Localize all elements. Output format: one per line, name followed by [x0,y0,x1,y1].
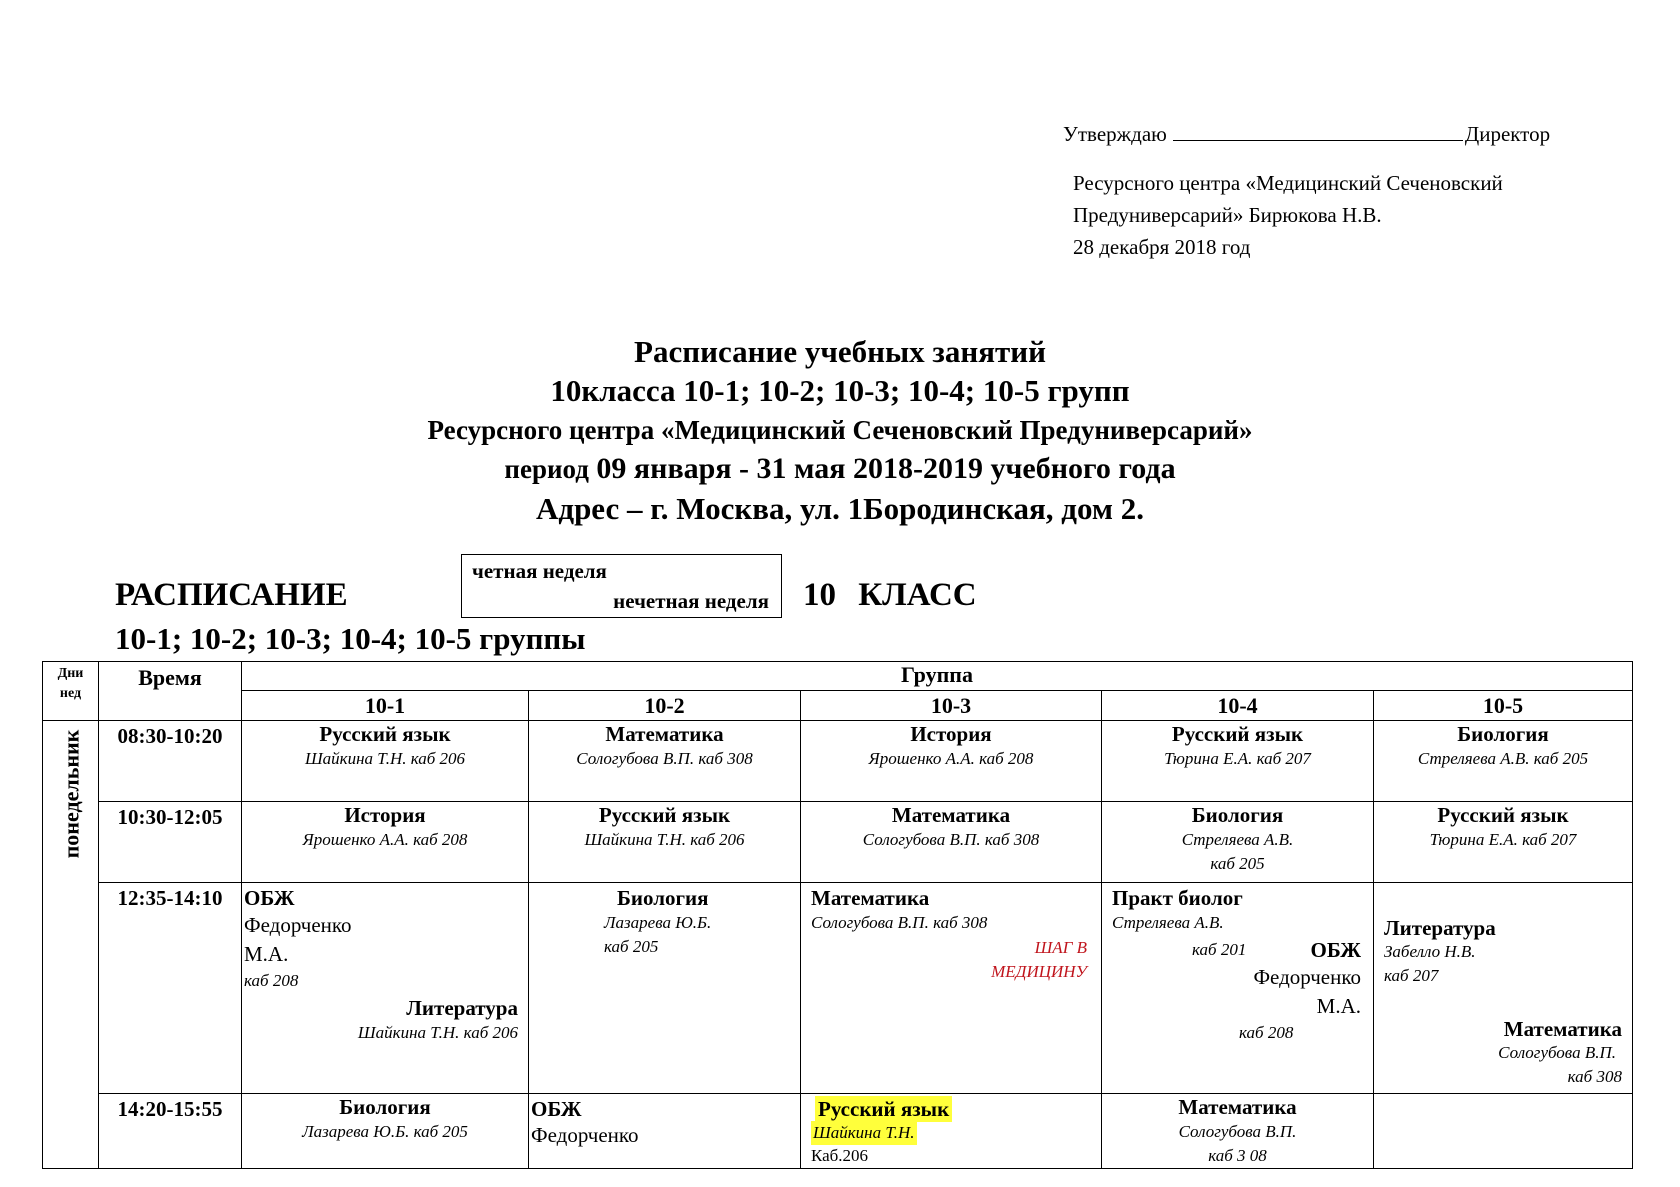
teacher: Тюрина Е.А. каб 207 [1429,830,1577,849]
teacher: Тюрина Е.А. каб 207 [1164,749,1311,768]
teacher: Ярошенко А.А. каб 208 [868,749,1034,768]
approval-date: 28 декабря 2018 год [1073,235,1251,259]
teacher: Стреляева А.В. [1181,830,1294,849]
signature-line [1173,122,1463,141]
room: каб 205 [1210,854,1265,873]
document-title [0,333,1680,529]
subject: Русский язык [319,722,451,746]
approval-position: Директор [1464,122,1551,146]
subject: Практ биолог [1112,886,1243,910]
group-col-10-3: 10-3 [801,691,1102,721]
period-dates: 09 января - 31 мая 2018-2019 учебного года [596,452,1176,485]
subject: Русский язык [598,803,731,827]
subject: Биология [1457,722,1549,746]
subject: ОБЖ [531,1097,582,1121]
lesson-cell [1102,883,1374,1094]
subject: Биология [617,886,709,910]
subject: Литература [406,996,518,1020]
teacher: Шайкина Т.Н. [811,1121,917,1145]
time-slot: 08:30-10:20 [99,721,242,802]
teacher: Шайкина Т.Н. каб 206 [357,1023,518,1042]
period-prefix: период [504,454,589,484]
subject: Русский язык [1437,803,1569,827]
groups-label: 10-1; 10-2; 10-3; 10-4; 10-5 группы [115,621,586,656]
subject: История [910,722,992,746]
lesson-cell [1102,802,1374,883]
room: каб 207 [1384,966,1439,985]
subject: Математика [1503,1017,1622,1041]
lesson-cell [1374,721,1633,802]
lesson-cell [1374,802,1633,883]
day-label: понедельник [58,729,84,858]
lesson-cell [801,721,1102,802]
time-slot: 12:35-14:10 [99,883,242,1094]
table-row [43,721,1633,802]
approval-org-line1: Ресурсного центра «Медицинский Сеченовский [1073,171,1503,195]
teacher-initials: М.А. [244,942,289,966]
days-header-line1: Дни [57,666,84,681]
lesson-cell [1374,883,1633,1094]
time-header: Время [99,662,242,721]
lesson-cell [801,802,1102,883]
group-col-10-1: 10-1 [242,691,529,721]
teacher: Сологубова В.П. [1498,1043,1616,1062]
room: каб 3 08 [1208,1146,1267,1165]
teacher: Забелло Н.В. [1384,942,1476,961]
group-names-row [43,691,1633,721]
teacher: Федорченко [531,1123,639,1147]
table-row [43,802,1633,883]
lesson-cell [529,802,801,883]
teacher: Шайкина Т.Н. каб 206 [304,749,466,768]
subject: ОБЖ [244,886,295,910]
subject: Литература [1384,916,1496,940]
room: каб 205 [604,937,659,956]
even-week-label: четная неделя [472,559,607,583]
subject: Математика [605,722,724,746]
room: каб 208 [244,971,299,990]
subject: Русский язык [1171,722,1304,746]
subject: История [344,803,426,827]
teacher: Сологубова В.П. [1178,1122,1297,1141]
table-header-row [43,662,1633,691]
room: каб 308 [1567,1067,1622,1086]
group-header: Группа [242,662,1633,691]
title-line3: Ресурсного центра «Медицинский Сеченовский Предуниверсарий» [427,415,1253,445]
lesson-cell [242,1094,529,1169]
subject: Математика [811,886,930,910]
title-address: Адрес – г. Москва, ул. 1Бородинская, дом 2. [536,491,1144,526]
subject: Биология [1191,803,1284,827]
subject: Русский язык [815,1096,952,1122]
odd-week-label: нечетная неделя [613,589,769,613]
group-col-10-2: 10-2 [529,691,801,721]
group-col-10-4: 10-4 [1102,691,1374,721]
lesson-cell [801,883,1102,1094]
day-cell [43,721,99,1169]
subject: Математика [891,803,1011,827]
room: каб 201 [1192,940,1247,959]
approval-org-line2: Предуниверсарий» Бирюкова Н.В. [1073,203,1382,227]
schedule-table [42,661,1633,1169]
lesson-cell [242,802,529,883]
title-line2: 10класса 10-1; 10-2; 10-3; 10-4; 10-5 групп [550,373,1130,408]
teacher: Лазарева Ю.Б. каб 205 [302,1122,468,1141]
table-row [43,1094,1633,1169]
lesson-cell-empty [1374,1094,1633,1169]
teacher: Ярошенко А.А. каб 208 [302,830,468,849]
teacher: Федорченко [244,913,352,937]
teacher: Шайкина Т.Н. каб 206 [584,830,745,849]
time-slot: 14:20-15:55 [99,1094,242,1169]
lesson-cell [242,883,529,1094]
title-line4 [0,449,1680,489]
days-header-line2: нед [59,686,82,701]
week-type-box [461,554,782,618]
table-row [43,883,1633,1094]
teacher: Сологубова В.П. каб 308 [811,913,988,932]
lesson-cell [529,721,801,802]
lesson-cell [801,1094,1102,1169]
group-col-10-5: 10-5 [1374,691,1633,721]
teacher: Федорченко [1253,965,1361,989]
teacher: Стреляева А.В. каб 205 [1417,749,1589,768]
lesson-cell [529,883,801,1094]
teacher: Лазарева Ю.Б. [604,913,712,932]
approval-block [1063,122,1623,263]
subject: ОБЖ [1310,938,1361,962]
lesson-cell [242,721,529,802]
note: МЕДИЦИНУ [991,962,1087,981]
teacher: Сологубова В.П. каб 308 [576,749,753,768]
title-line1: Расписание учебных занятий [634,334,1046,369]
time-slot: 10:30-12:05 [99,802,242,883]
room: каб 208 [1239,1023,1294,1042]
note: ШАГ В [1034,938,1087,957]
days-header [43,662,99,721]
subject: Биология [339,1095,431,1119]
teacher: Сологубова В.П. каб 308 [862,830,1040,849]
room: Каб.206 [811,1146,869,1165]
teacher: Стреляева А.В. [1112,913,1224,932]
lesson-cell [1102,1094,1374,1169]
lesson-cell [529,1094,801,1169]
class-label: 10 КЛАСС [803,577,977,613]
lesson-cell [1102,721,1374,802]
approval-word: Утверждаю [1063,122,1167,146]
teacher-initials: М.А. [1316,994,1361,1018]
subject: Математика [1178,1095,1297,1119]
schedule-label: РАСПИСАНИЕ [115,577,348,613]
